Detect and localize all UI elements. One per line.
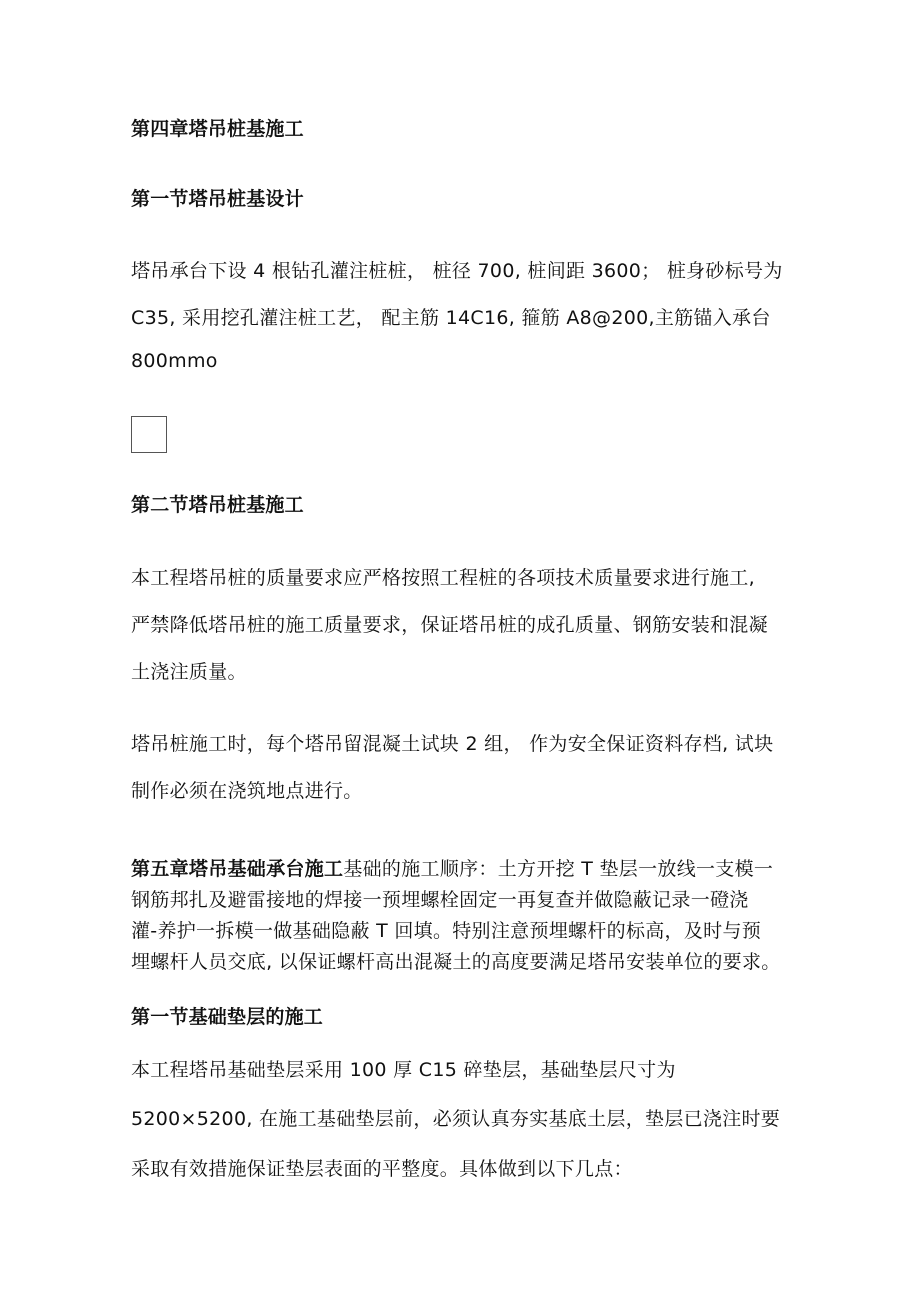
section-2-para-1-line-2: 严禁降低塔吊桩的施工质量要求，保证塔吊桩的成孔质量、钢筋安装和混凝 — [131, 614, 768, 636]
section-2-para-1-line-1: 本工程塔吊桩的质量要求应严格按照工程桩的各项技术质量要求进行施工, — [131, 567, 755, 589]
section-5-1-line-2: 5200×5200, 在施工基础垫层前，必须认真夯实基底土层，垫层已浇注时要 — [131, 1108, 781, 1130]
chapter-4-title: 第四章塔吊桩基施工 — [131, 118, 304, 140]
section-5-1-line-1: 本工程塔吊基础垫层采用 100 厚 C15 碎垫层，基础垫层尺寸为 — [131, 1059, 676, 1081]
image-placeholder-box — [131, 416, 167, 453]
section-1-line-2: C35, 采用挖孔灌注桩工艺， 配主筋 14C16, 箍筋 A8@200,主筋锚入承台 — [131, 307, 771, 329]
section-5-1-line-3: 采取有效措施保证垫层表面的平整度。具体做到以下几点： — [131, 1158, 633, 1180]
chapter-5-line-2: 钢筋邦扎及避雷接地的焊接一预埋螺栓固定一再复查并做隐蔽记录一磴浇 — [131, 889, 749, 911]
chapter-5-line-3: 灌-养护一拆模一做基础隐蔽 T 回填。特别注意预埋螺杆的标高，及时与预 — [131, 920, 762, 942]
chapter-5-title: 第五章塔吊基础承台施工 — [131, 858, 344, 880]
section-2-para-1-line-3: 土浇注质量。 — [131, 661, 247, 683]
section-1-line-3: 800mmo — [131, 350, 218, 372]
section-1-line-1: 塔吊承台下设 4 根钻孔灌注桩桩， 桩径 700, 桩间距 3600； 桩身砂标号为 — [131, 260, 783, 282]
chapter-5-line-4: 埋螺杆人员交底, 以保证螺杆高出混凝土的高度要满足塔吊安装单位的要求。 — [131, 951, 781, 973]
section-5-1-title: 第一节基础垫层的施工 — [131, 1006, 324, 1028]
section-1-title: 第一节塔吊桩基设计 — [131, 188, 304, 210]
section-2-title: 第二节塔吊桩基施工 — [131, 494, 304, 516]
chapter-5-line-1-text: 基础的施工顺序：土方开挖 T 垫层一放线一支模一 — [343, 858, 774, 880]
section-2-para-2-line-1: 塔吊桩施工时，每个塔吊留混凝土试块 2 组， 作为安全保证资料存档, 试块 — [131, 733, 774, 755]
section-2-para-2-line-2: 制作必须在浇筑地点进行。 — [131, 780, 363, 802]
chapter-5-line-1 — [131, 854, 773, 881]
